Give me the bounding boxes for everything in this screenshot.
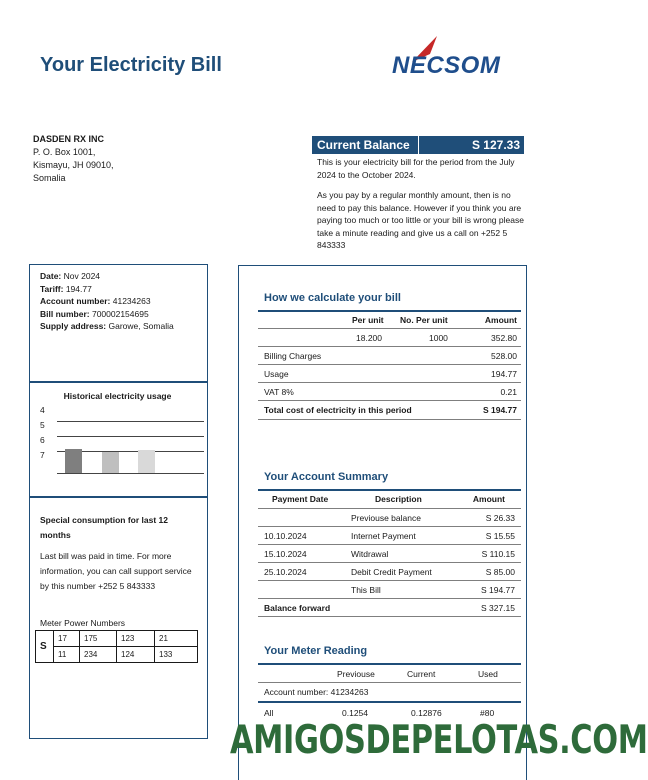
cell: 352.80 <box>491 333 517 343</box>
cell: 15.10.2024 <box>264 549 307 559</box>
cell: Internet Payment <box>351 531 416 541</box>
summary-title: Your Account Summary <box>264 471 389 483</box>
cell: VAT 8% <box>264 387 294 397</box>
special-body: Last bill was paid in time. For more information, you can call support service by this number +252 5 843333 <box>40 551 192 591</box>
calc-title: How we calculate your bill <box>264 292 401 304</box>
special-heading: Special consumption for last 12 months <box>40 515 169 540</box>
meter-power-table <box>35 630 198 663</box>
col-no-per-unit: No. Per unit <box>400 315 448 325</box>
cell: #80 <box>480 708 495 718</box>
col-used: Used <box>478 669 498 679</box>
cell: S 194.77 <box>482 405 517 415</box>
current-balance-label: Current Balance <box>317 138 410 152</box>
col-previous: Previouse <box>337 669 375 679</box>
cell: S 15.55 <box>485 531 515 541</box>
y-tick-7: 7 <box>40 450 45 460</box>
balance-forward-label: Balance forward <box>264 603 331 613</box>
cell: 10.10.2024 <box>264 531 307 541</box>
cell: S 110.15 <box>481 549 515 559</box>
cell: 0.1254 <box>342 708 368 718</box>
meter-cell: 123 <box>117 631 155 647</box>
meter-cell: 21 <box>155 631 198 647</box>
meter-cell: 234 <box>80 647 117 663</box>
bill-info <box>40 270 174 333</box>
y-tick-6: 6 <box>40 435 45 445</box>
meter-cell: 133 <box>155 647 198 663</box>
account-label: Account number: <box>40 296 111 306</box>
chart-baseline <box>57 473 204 474</box>
meter-power-label: Meter Power Numbers <box>40 618 126 628</box>
meter-cell: 11 <box>54 647 80 663</box>
bill-number-label: Bill number: <box>40 308 90 319</box>
cell: Usage <box>264 369 289 379</box>
address-line-2: Kismayu, JH 09010, <box>33 160 114 170</box>
customer-address <box>33 133 114 185</box>
date-value: Nov 2024 <box>63 271 101 281</box>
bill-number-value: 700002154695 <box>91 308 149 319</box>
col-per-unit: Per unit <box>352 315 384 325</box>
cell: 1000 <box>429 333 448 343</box>
cell: All <box>264 708 274 718</box>
history-bar <box>102 452 119 473</box>
logo-text: NECSOM <box>392 52 501 79</box>
cell: Total cost of electricity in this period <box>264 405 412 415</box>
cell: Billing Charges <box>264 351 322 361</box>
tariff-label: Tariff: <box>40 283 64 294</box>
meter-cell: 17 <box>54 631 80 647</box>
address-line-3: Somalia <box>33 173 66 183</box>
supply-value: Garowe, Somalia <box>108 321 174 331</box>
special-consumption <box>40 513 192 594</box>
cell: Witdrawal <box>351 549 389 559</box>
current-balance-header <box>312 136 524 154</box>
balance-forward-amount: S 327.15 <box>480 603 515 613</box>
date-label: Date: <box>40 271 62 281</box>
supply-label: Supply address: <box>40 321 107 331</box>
meter-account: Account number: 41234263 <box>264 687 369 697</box>
cell: 18.200 <box>356 333 382 343</box>
meter-title: Your Meter Reading <box>264 645 368 657</box>
y-tick-5: 5 <box>40 420 45 430</box>
cell: 25.10.2024 <box>264 567 307 577</box>
current-balance-amount: S 127.33 <box>471 138 520 152</box>
history-chart-title: Historical electricity usage <box>63 391 172 401</box>
cell: S 194.77 <box>480 585 515 595</box>
cell: 0.21 <box>500 387 517 397</box>
cell: S 26.33 <box>485 513 515 523</box>
account-value: 41234263 <box>112 296 151 306</box>
meter-cell: 175 <box>80 631 117 647</box>
history-bars <box>57 420 204 473</box>
page-title: Your Electricity Bill <box>40 54 222 76</box>
cell: 528.00 <box>491 351 517 361</box>
col-payment-date: Payment Date <box>272 494 329 504</box>
cell: This Bill <box>351 585 381 595</box>
col-description: Description <box>375 494 422 504</box>
cell: Previouse balance <box>351 513 421 523</box>
balance-paragraph-1: This is your electricity bill for the period from the July 2024 to the October 2024. <box>317 157 515 180</box>
company-logo <box>392 34 522 84</box>
cell: S 85.00 <box>485 567 515 577</box>
tariff-value: 194.77 <box>65 283 92 294</box>
history-bar <box>138 450 155 473</box>
cell: 194.77 <box>491 369 517 379</box>
y-tick-4: 4 <box>40 405 45 415</box>
current-balance-text <box>317 156 525 260</box>
company-name: DASDEN RX INC <box>33 134 105 144</box>
address-line-1: P. O. Box 1001, <box>33 147 96 157</box>
history-bar <box>65 449 82 473</box>
col-amount: Amount <box>472 494 505 504</box>
col-current: Current <box>407 669 436 679</box>
balance-paragraph-2: As you pay by a regular monthly amount, then is no need to pay this balance. However if you think you are paying too much or too little or your bill is wrong please take a minute reading and give us a call on +252 5 843333 <box>317 190 524 250</box>
meter-cell: 124 <box>117 647 155 663</box>
meter-s-cell: S <box>36 631 54 663</box>
cell: Debit Credit Payment <box>351 567 432 577</box>
col-amount: Amount <box>484 315 517 325</box>
cell: 0.12876 <box>411 708 442 718</box>
watermark: AMIGOSDEPELOTAS.COM <box>230 718 648 763</box>
